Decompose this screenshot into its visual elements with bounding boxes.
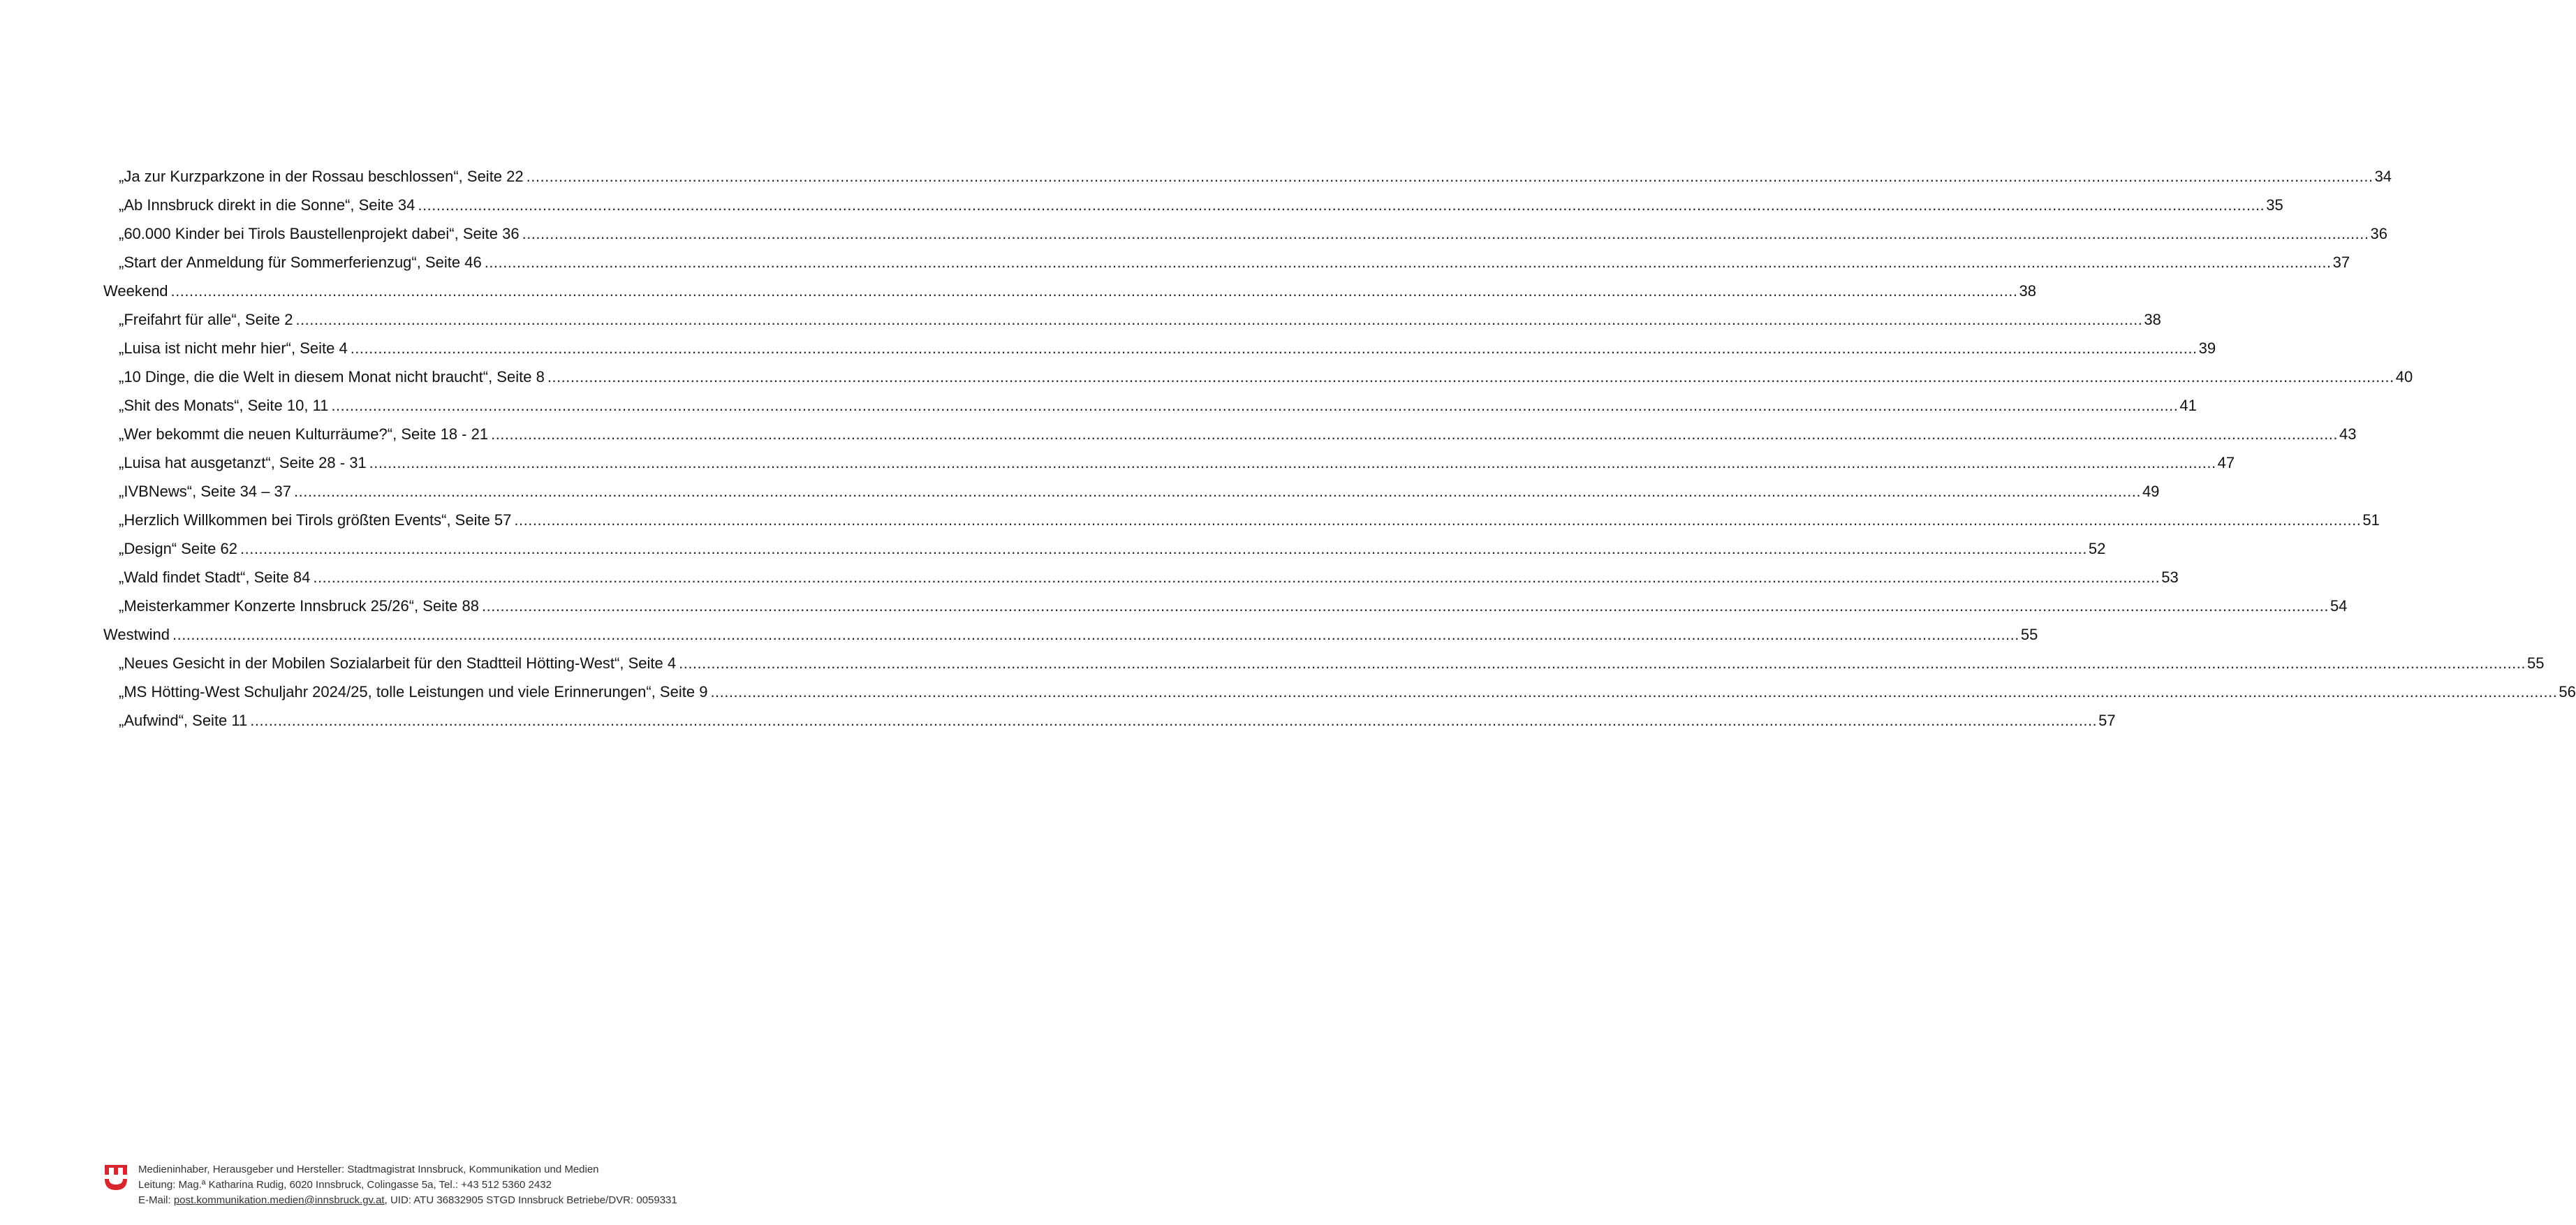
toc-article-title: „Design“ Seite 62 bbox=[119, 540, 237, 557]
toc-dot-leader: ................................................................................................................................................................................................................................................................................................................................................................................................................ bbox=[547, 368, 2394, 386]
toc-entry[interactable] bbox=[0, 162, 2392, 191]
toc-article-title: „Shit des Monats“, Seite 10, 11 bbox=[119, 397, 329, 414]
toc-page-number: 36 bbox=[2370, 225, 2387, 242]
toc-article-title: „IVBNews“, Seite 34 – 37 bbox=[119, 483, 292, 500]
toc-page-number: 57 bbox=[2098, 712, 2116, 729]
toc-entry[interactable] bbox=[0, 677, 2576, 706]
toc-article-title: „60.000 Kinder bei Tirols Baustellenprojekt dabei“, Seite 36 bbox=[119, 225, 520, 242]
toc-page-number: 38 bbox=[2144, 311, 2161, 328]
toc-page-number: 49 bbox=[2142, 483, 2160, 500]
toc-page-number: 34 bbox=[2374, 168, 2392, 185]
toc-dot-leader: ................................................................................................................................................................................................................................................................................................................................................................................................................ bbox=[369, 454, 2216, 471]
toc-entry[interactable] bbox=[0, 334, 2216, 362]
toc-dot-leader: ................................................................................................................................................................................................................................................................................................................................................................................................................ bbox=[313, 569, 2161, 586]
toc-article-title: „Wald findet Stadt“, Seite 84 bbox=[119, 569, 311, 586]
toc-article-title: „Ja zur Kurzparkzone in der Rossau beschlossen“, Seite 22 bbox=[119, 168, 524, 185]
footer-email-link[interactable]: post.kommunikation.medien@innsbruck.gv.at bbox=[173, 1194, 385, 1206]
toc-dot-leader: ................................................................................................................................................................................................................................................................................................................................................................................................................ bbox=[491, 425, 2338, 443]
toc-entry[interactable] bbox=[0, 391, 2197, 420]
toc-dot-leader: ................................................................................................................................................................................................................................................................................................................................................................................................................ bbox=[240, 540, 2087, 557]
footer-imprint bbox=[138, 1162, 677, 1208]
footer-registration-info: , UID: ATU 36832905 STGD Innsbruck Betriebe/DVR: 0059331 bbox=[384, 1194, 677, 1206]
toc-dot-leader: ................................................................................................................................................................................................................................................................................................................................................................................................................ bbox=[331, 397, 2179, 414]
toc-page-number: 52 bbox=[2088, 540, 2106, 557]
toc-page-number: 41 bbox=[2179, 397, 2197, 414]
toc-entry[interactable] bbox=[0, 191, 2283, 219]
innsbruck-logo-icon bbox=[105, 1164, 127, 1191]
footer-line-contact bbox=[138, 1193, 677, 1208]
toc-article-title: „Luisa hat ausgetanzt“, Seite 28 - 31 bbox=[119, 454, 367, 471]
toc-section-title: Weekend bbox=[103, 282, 168, 300]
toc-dot-leader: ................................................................................................................................................................................................................................................................................................................................................................................................................ bbox=[170, 282, 2018, 300]
toc-page-number: 53 bbox=[2161, 569, 2179, 586]
toc-dot-leader: ................................................................................................................................................................................................................................................................................................................................................................................................................ bbox=[350, 339, 2198, 357]
toc-article-title: „10 Dinge, die die Welt in diesem Monat nicht braucht“, Seite 8 bbox=[119, 368, 545, 386]
toc-dot-leader: ................................................................................................................................................................................................................................................................................................................................................................................................................ bbox=[526, 168, 2373, 185]
toc-entry[interactable] bbox=[0, 219, 2387, 248]
toc-page-number: 39 bbox=[2198, 339, 2216, 357]
toc-article-title: „Neues Gesicht in der Mobilen Sozialarbeit für den Stadtteil Hötting-West“, Seite 4 bbox=[119, 654, 677, 672]
toc-dot-leader: ................................................................................................................................................................................................................................................................................................................................................................................................................ bbox=[679, 654, 2526, 672]
toc-entry[interactable] bbox=[0, 448, 2235, 477]
toc-entry[interactable] bbox=[0, 305, 2161, 334]
toc-dot-leader: ................................................................................................................................................................................................................................................................................................................................................................................................................ bbox=[250, 712, 2098, 729]
toc-entry[interactable] bbox=[0, 477, 2160, 506]
toc-page-number: 43 bbox=[2339, 425, 2357, 443]
toc-page-number: 51 bbox=[2362, 511, 2380, 529]
toc-article-title: „Luisa ist nicht mehr hier“, Seite 4 bbox=[119, 339, 348, 357]
toc-entry[interactable] bbox=[0, 362, 2413, 391]
toc-entry[interactable] bbox=[0, 706, 2116, 735]
toc-article-title: „Herzlich Willkommen bei Tirols größten Events“, Seite 57 bbox=[119, 511, 512, 529]
toc-entry[interactable] bbox=[0, 592, 2348, 620]
toc-dot-leader: ................................................................................................................................................................................................................................................................................................................................................................................................................ bbox=[295, 311, 2143, 328]
toc-article-title: „Ab Innsbruck direkt in die Sonne“, Seite 34 bbox=[119, 196, 415, 214]
toc-page-number: 35 bbox=[2266, 196, 2283, 214]
toc-entry[interactable] bbox=[0, 506, 2380, 534]
toc-page-number: 56 bbox=[2559, 683, 2576, 700]
toc-article-title: „Freifahrt für alle“, Seite 2 bbox=[119, 311, 293, 328]
toc-entry[interactable] bbox=[0, 649, 2545, 677]
toc-article-title: „MS Hötting-West Schuljahr 2024/25, tolle Leistungen und viele Erinnerungen“, Seite 9 bbox=[119, 683, 708, 700]
toc-entry[interactable] bbox=[0, 534, 2106, 563]
toc-page-number: 55 bbox=[2020, 626, 2038, 643]
toc-page-number: 55 bbox=[2527, 654, 2545, 672]
toc-article-title: „Start der Anmeldung für Sommerferienzug“, Seite 46 bbox=[119, 254, 482, 271]
toc-dot-leader: ................................................................................................................................................................................................................................................................................................................................................................................................................ bbox=[418, 196, 2265, 214]
toc-page-number: 37 bbox=[2332, 254, 2350, 271]
toc-dot-leader: ................................................................................................................................................................................................................................................................................................................................................................................................................ bbox=[522, 225, 2369, 242]
toc-article-title: „Aufwind“, Seite 11 bbox=[119, 712, 248, 729]
footer-email-label: E-Mail: bbox=[138, 1194, 174, 1206]
toc-entry[interactable] bbox=[0, 277, 2036, 305]
toc-entry[interactable] bbox=[0, 563, 2179, 592]
toc-entry[interactable] bbox=[0, 420, 2357, 448]
toc-dot-leader: ................................................................................................................................................................................................................................................................................................................................................................................................................ bbox=[484, 254, 2332, 271]
page-footer bbox=[105, 1162, 775, 1211]
toc-entry[interactable] bbox=[0, 248, 2350, 277]
toc-dot-leader: ................................................................................................................................................................................................................................................................................................................................................................................................................ bbox=[514, 511, 2362, 529]
toc-article-title: „Meisterkammer Konzerte Innsbruck 25/26“, Seite 88 bbox=[119, 597, 480, 615]
footer-line-management: Leitung: Mag.ª Katharina Rudig, 6020 Innsbruck, Colingasse 5a, Tel.: +43 512 5360 2432 bbox=[138, 1179, 552, 1191]
toc-dot-leader: ................................................................................................................................................................................................................................................................................................................................................................................................................ bbox=[482, 597, 2329, 615]
toc-entry[interactable] bbox=[0, 620, 2038, 649]
toc-page-number: 47 bbox=[2217, 454, 2235, 471]
toc-page-number: 40 bbox=[2395, 368, 2413, 386]
toc-article-title: „Wer bekommt die neuen Kulturräume?“, Seite 18 - 21 bbox=[119, 425, 489, 443]
toc-page-number: 54 bbox=[2330, 597, 2348, 615]
toc-dot-leader: ................................................................................................................................................................................................................................................................................................................................................................................................................ bbox=[172, 626, 2019, 643]
toc-section-title: Westwind bbox=[103, 626, 170, 643]
footer-line-publisher: Medieninhaber, Herausgeber und Hersteller: Stadtmagistrat Innsbruck, Kommunikation und Medien bbox=[138, 1164, 599, 1175]
toc-dot-leader: ................................................................................................................................................................................................................................................................................................................................................................................................................ bbox=[710, 683, 2558, 700]
toc-page-number: 38 bbox=[2019, 282, 2036, 300]
table-of-contents bbox=[0, 162, 2576, 735]
toc-dot-leader: ................................................................................................................................................................................................................................................................................................................................................................................................................ bbox=[294, 483, 2141, 500]
